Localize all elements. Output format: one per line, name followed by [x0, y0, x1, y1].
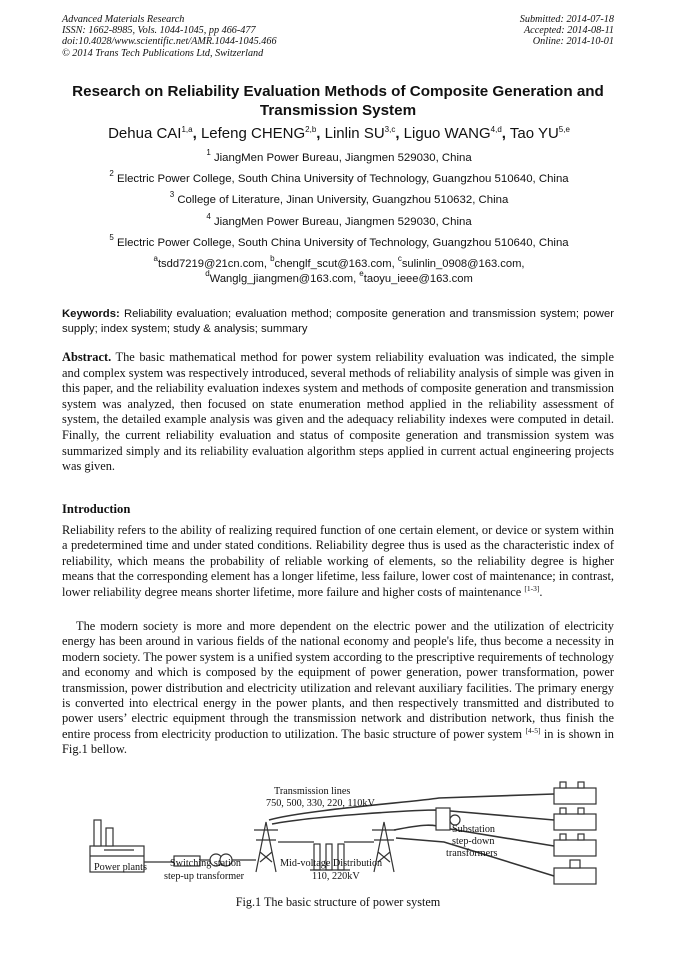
paragraph-end: . [539, 584, 543, 599]
citation-ref[interactable]: [1-3] [524, 583, 540, 593]
affiliation [30, 190, 648, 207]
paragraph-text: Reliability refers to the ability of realizing required function of one certain element, or device or system within a predetermined time and under stated conditions. Reliability degree thus is used as the characteristic index of reliability, which means the probability of reliable working of elements, so the reliability degree is higher means that the corresponding element has a longer lifetime, less failure, lower cost of maintenance; in contrast, lower reliability degree means shorter lifetime, more failure and higher costs of maintenance [62, 523, 614, 599]
keywords-text: Reliability evaluation; evaluation method; composite generation and transmission system; power supply; index system; study & analysis; summary [62, 308, 615, 335]
doi-line: doi:10.4028/www.scientific.net/AMR.1044-1045.466 [62, 36, 277, 48]
email-mark: d [205, 269, 210, 278]
issn-line: ISSN: 1662-8985, Vols. 1044-1045, pp 466-477 [62, 25, 256, 37]
author-name: Lefeng CHENG [200, 125, 306, 142]
keywords-section [62, 307, 614, 337]
online-date: Online: 2014-10-01 [532, 36, 614, 48]
abstract-text: The basic mathematical method for power system reliability evaluation was indicated, the simple and complex system was respectively introduced, several methods of reliability analysis of simple was given in this paper, and the reliability evaluation indexes system and methods of composite generation and transmission system was analyzed, then focused on state enumeration method applied in the reliability assessment of system, the detailed example analysis was given and the adequacy reliability indexes were computed in detail. Finally, the current reliability evaluation and status of composite generation and transmission system was summarized simply and its reliability evaluation algorithm steps applied in current actual engineering projects was given. [62, 350, 615, 474]
author-list [40, 124, 638, 144]
label-mid-voltage-levels: 110, 220kV [312, 871, 360, 882]
consumer-icon [554, 860, 596, 884]
email-link[interactable]: taoyu_ieee@163.com [363, 273, 473, 285]
intro-paragraph-2 [62, 619, 614, 758]
label-power-plants: Power plants [94, 862, 147, 873]
email-link[interactable]: tsdd7219@21cn.com, [157, 258, 267, 270]
header-left [62, 14, 277, 59]
author-separator: , [192, 125, 197, 142]
author-separator: , [501, 125, 506, 142]
email-link[interactable]: sulinlin_0908@163.com, [401, 258, 525, 270]
affiliation-text: JiangMen Power Bureau, Jiangmen 529030, China [213, 216, 472, 228]
figure-caption: Fig.1 The basic structure of power system [235, 895, 441, 909]
author-name: Tao YU [509, 125, 559, 142]
label-transmission-lines: Transmission lines [274, 786, 351, 797]
consumer-icon [554, 834, 596, 856]
copyright-line: © 2014 Trans Tech Publications Ltd, Switzerland [62, 47, 264, 59]
consumer-icon [554, 808, 596, 830]
email-link[interactable]: Wanglg_jiangmen@163.com, [209, 273, 357, 285]
affiliation-number: 1 [206, 148, 211, 157]
affiliation-number: 3 [169, 190, 175, 199]
consumer-icon [554, 782, 596, 804]
email-link[interactable]: chenglf_scut@163.com, [274, 258, 395, 270]
affiliation-text: JiangMen Power Bureau, Jiangmen 529030, China [213, 152, 472, 164]
label-voltages: 750, 500, 330, 220, 110kV [266, 798, 375, 809]
section-heading-introduction: Introduction [62, 502, 131, 516]
affiliation-number: 5 [109, 233, 114, 242]
author-affil-mark: 5,e [558, 125, 570, 134]
paper-title: Research on Reliability Evaluation Methods of Composite Generation and Transmission System [72, 83, 604, 119]
affiliation-number: 4 [206, 212, 211, 221]
label-step-down: step-down [452, 836, 495, 847]
submitted-date: Submitted: 2014-07-18 [519, 14, 614, 25]
figure-power-system [84, 780, 604, 892]
label-switching-station: Switching station [170, 858, 242, 869]
author-name: Linlin SU [324, 125, 385, 142]
email-mark: c [397, 254, 402, 263]
author-affil-mark: 4,d [490, 125, 502, 134]
affiliation-text: Electric Power College, South China University of Technology, Guangzhou 510640, China [116, 237, 569, 249]
paragraph-text: The modern society is more and more dependent on the electric power and the utilization of electricity energy has been around in various fields of the national economy and people's life, thus become a necessity in modern society. The power system is a unified system according to the prescriptive requirements of technology and economy and which is composed by the equipment of power generation, power transformation, power transmission, power distribution and electricity utilization and relevant auxiliary facilities. The primary energy is converted into electrical energy in the power plants, and then respectively transmitted and distributed to power users’ electric equipment through the transmission network and distribution network, thus finish the entire process from electricity production to utilization. The basic structure of power system [62, 619, 614, 741]
transmission-tower-icon [254, 822, 278, 872]
email-mark: a [153, 254, 158, 263]
label-step-up: step-up transformer [164, 871, 245, 882]
header-right [520, 14, 614, 48]
intro-paragraph-1 [62, 523, 614, 600]
affiliation-text: Electric Power College, South China University of Technology, Guangzhou 510640, China [116, 173, 569, 185]
affiliation [30, 148, 648, 165]
accepted-date: Accepted: 2014-08-11 [523, 25, 614, 37]
label-substation: Substation [452, 824, 496, 835]
abstract-label: Abstract. [62, 350, 112, 364]
affiliation-number: 2 [109, 169, 114, 178]
email-mark: e [359, 269, 364, 278]
affiliation [30, 233, 648, 250]
paragraph-end: in is shown in Fig.1 bellow. [62, 726, 614, 757]
author-affil-mark: 1,a [181, 125, 193, 134]
journal-name: Advanced Materials Research [62, 14, 185, 25]
author-name: Dehua CAI [108, 125, 182, 142]
label-transformers: transformers [446, 848, 498, 859]
author-affil-mark: 2,b [305, 125, 317, 134]
author-separator: , [316, 125, 321, 142]
affiliation [30, 169, 648, 186]
affiliation [30, 212, 648, 229]
citation-ref[interactable]: [4-5] [525, 725, 541, 735]
author-separator: , [395, 125, 400, 142]
author-affil-mark: 3,c [384, 125, 396, 134]
abstract-section [62, 350, 614, 475]
email-mark: b [270, 254, 275, 263]
author-name: Liguo WANG [403, 125, 491, 142]
affiliation-text: College of Literature, Jinan University, Guangzhou 510632, China [177, 194, 509, 206]
label-mid-voltage: Mid-voltage Distribution [280, 858, 383, 869]
email-list [40, 254, 638, 287]
keywords-label: Keywords: [62, 308, 120, 320]
